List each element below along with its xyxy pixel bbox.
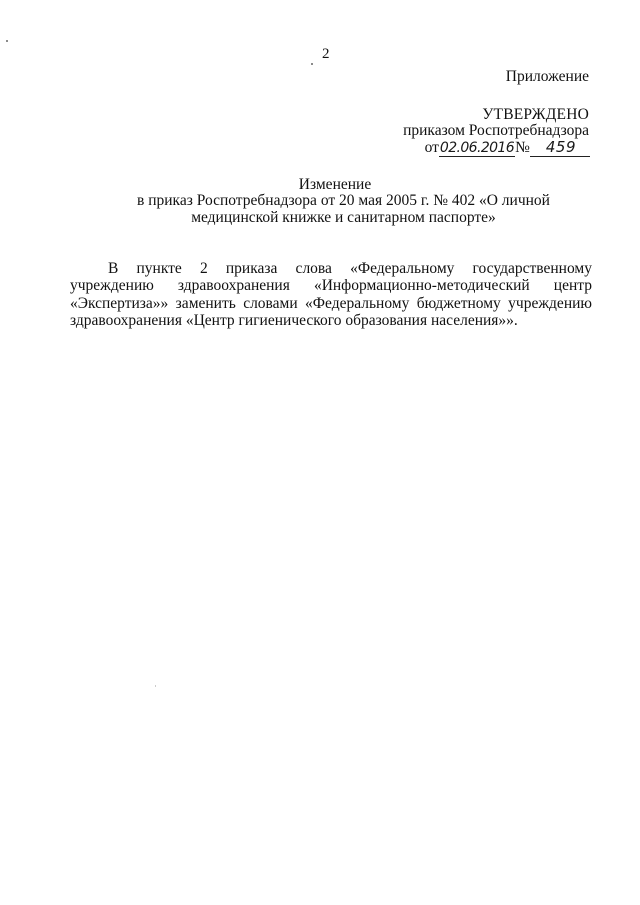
approval-date-line	[425, 138, 590, 157]
scan-speck	[311, 63, 313, 65]
page-number: 2	[322, 46, 330, 62]
approved-label: УТВЕРЖДЕНО	[482, 106, 589, 123]
scan-speck	[155, 685, 156, 687]
appendix-label: Приложение	[505, 68, 589, 85]
document-title: Изменение	[298, 176, 372, 193]
body-paragraph: В пункте 2 приказа слова «Федеральному государственному учреждению здравоохранения «Информационно-методический центр «Экспертиза»» заменить словами «Федеральному бюджетному учреждению здравоохранения «Центр гигиенического образования населения»».	[70, 260, 592, 330]
handwritten-date: 02.06.2016	[439, 140, 515, 156]
number-label: №	[515, 139, 530, 156]
approval-order-line: приказом Роспотребнадзора	[403, 122, 589, 139]
document-subtitle: в приказ Роспотребнадзора от 20 мая 2005 г. № 402 «О личной медицинской книжке и санитарном паспорте»	[137, 192, 550, 226]
scan-speck	[6, 40, 8, 42]
from-label: от	[424, 139, 439, 156]
handwritten-order-number: 459	[530, 138, 590, 157]
